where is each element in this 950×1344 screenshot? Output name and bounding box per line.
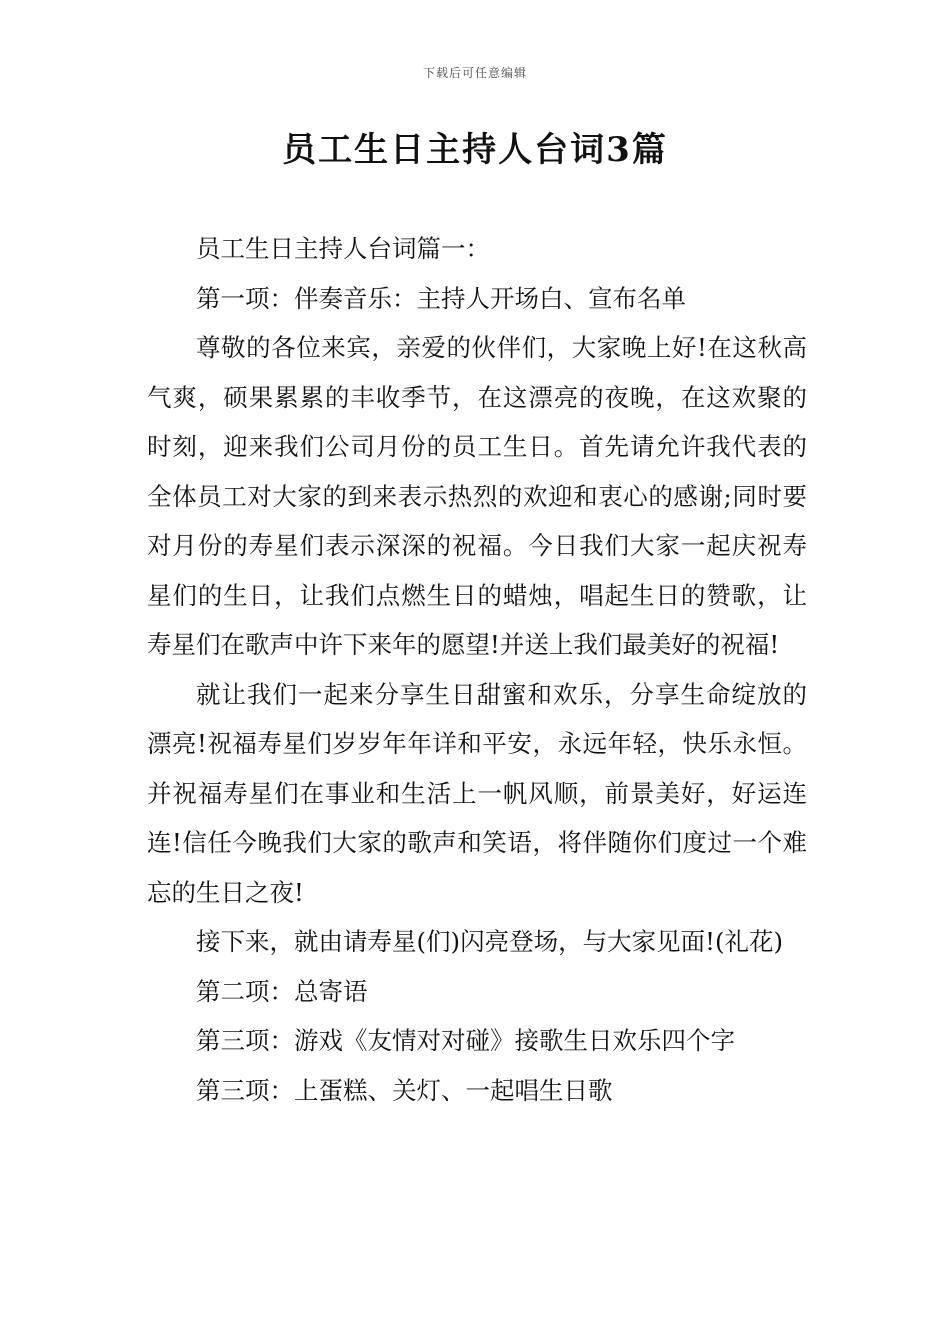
body-paragraph: 就让我们一起来分享生日甜蜜和欢乐，分享生命绽放的漂亮!祝福寿星们岁岁年年详和平安，永远年轻，快乐永恒。并祝福寿星们在事业和生活上一帆风顺，前景美好，好运连连!信任今晚我们大家的歌声和笑语，将伴随你们度过一个难忘的生日之夜! (147, 679, 807, 907)
body-paragraph: 尊敬的各位来宾，亲爱的伙伴们，大家晚上好!在这秋高气爽，硕果累累的丰收季节，在这漂亮的夜晚，在这欢聚的时刻，迎来我们公司月份的员工生日。首先请允许我代表的全体员工对大家的到来表示热烈的欢迎和衷心的感谢;同时要对月份的寿星们表示深深的祝福。今日我们大家一起庆祝寿星们的生日，让我们点燃生日的蜡烛，唱起生日的赞歌，让寿星们在歌声中许下来年的愿望!并送上我们最美好的祝福! (147, 333, 807, 659)
section-heading: 员工生日主持人台词篇一： (196, 234, 490, 263)
body-paragraph: 接下来，就由请寿星(们)闪亮登场，与大家见面!(礼花) (196, 927, 784, 956)
agenda-item: 第三项：上蛋糕、关灯、一起唱生日歌 (196, 1075, 613, 1105)
document-title: 员工生日主持人台词3篇 (282, 130, 668, 170)
agenda-item: 第二项：总寄语 (196, 976, 368, 1006)
header-note: 下载后可任意编辑 (422, 66, 527, 80)
document-body (147, 224, 807, 1115)
agenda-item: 第三项：游戏《友情对对碰》接歌生日欢乐四个字 (196, 1026, 735, 1055)
agenda-item: 第一项：伴奏音乐：主持人开场白、宣布名单 (196, 283, 686, 313)
